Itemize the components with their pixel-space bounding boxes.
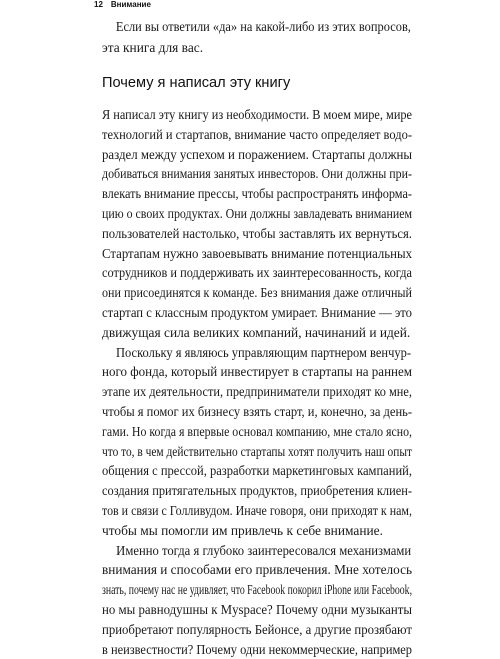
body-line: стартап с классным продуктом умирает. Внимание — это <box>102 304 412 320</box>
running-header <box>94 0 151 9</box>
body-line: раздел между успехом и поражением. Стартапы должны <box>102 146 413 162</box>
body-line: сотрудников и поддерживать их заинтересованность, когда <box>102 265 412 281</box>
page-number: 12 <box>94 0 103 9</box>
body-line: Стартапам нужно завоевывать внимание потенциальных <box>102 245 413 261</box>
body-line: этапе их деятельности, предприниматели приходят ко мне, <box>102 384 412 400</box>
body-line: гами. Но когда я впервые основал компанию, мне стало ясно, <box>102 423 413 439</box>
body-line: ного фонда, который инвестирует в стартапы на раннем <box>102 364 413 380</box>
body-line: цию о своих продуктах. Они должны завладевать вниманием <box>102 205 413 221</box>
body-line: Именно тогда я глубоко заинтересовался механизмами <box>116 542 412 558</box>
body-line: тов и связи с Голливудом. Иначе говоря, они приходят к нам, <box>102 502 413 518</box>
intro-line: Если вы ответили «да» на какой-либо из этих вопросов, <box>115 19 411 34</box>
chapter-title: Внимание <box>110 0 151 9</box>
body-line: приобретают популярность Бейонсе, а другие прозябают <box>102 621 412 637</box>
intro-line: эта книга для вас. <box>102 39 204 55</box>
section-title: Почему я написал эту книгу <box>102 75 291 91</box>
body-line: что то, в чем действительно стартапы хотят получить наш опыт <box>102 443 412 459</box>
body-line: движущая сила великих компаний, начинаний и идей. <box>102 324 411 340</box>
body-line: добиваться внимания занятых инвесторов. Они должны при- <box>102 166 412 182</box>
body-line: технологий и стартапов, внимание часто определяет водо- <box>102 126 412 142</box>
body-line: они присоединятся к команде. Без внимания даже отличный <box>102 285 413 301</box>
body-line: Поскольку я являюсь управляющим партнером венчур- <box>115 344 411 360</box>
body-line: в неизвестности? Почему одни некоммерческие, например <box>102 641 412 657</box>
body-line: создания притягательных продуктов, приобретения клиен- <box>102 483 412 499</box>
body-line: но мы равнодушны к Myspace? Почему одни музыканты <box>102 601 412 617</box>
body-line: знать, почему нас не удивляет, что Facebook покорил iPhone или Facebook, <box>102 582 413 598</box>
body-line: влекать внимание прессы, чтобы распространять информа- <box>102 186 413 202</box>
intro-paragraph <box>102 17 412 58</box>
body-line: Я написал эту книгу из необходимости. В моем мире, мире <box>102 107 413 122</box>
body-line: общения с прессой, разработки маркетинговых кампаний, <box>102 463 412 479</box>
body-line: чтобы я помог их бизнесу взять старт, и, конечно, за день- <box>102 403 413 419</box>
body-line: чтобы мы помогли им привлечь к себе внимание. <box>102 522 383 538</box>
body-line: пользователей настолько, чтобы заставлять их вернуться. <box>102 225 412 241</box>
body-text <box>102 105 412 659</box>
body-line: внимания и способами его привлечения. Мне хотелось <box>102 562 413 578</box>
